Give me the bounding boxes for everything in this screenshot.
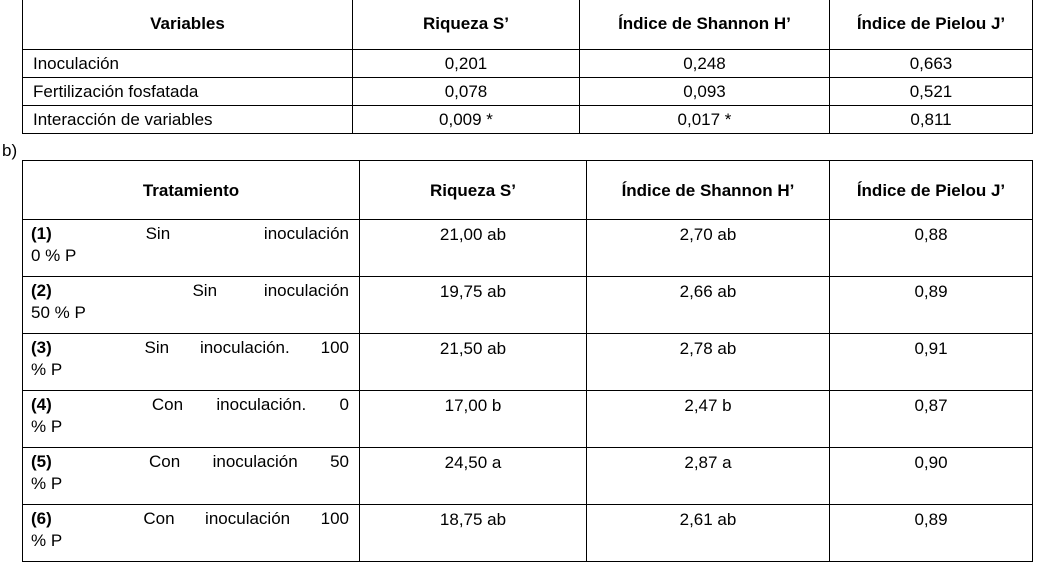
table-b-header-riqueza: Riqueza S’ xyxy=(360,161,587,220)
table-a-cell-variable: Inoculación xyxy=(23,50,353,78)
table-row xyxy=(23,505,1033,562)
table-b-header-row xyxy=(23,161,1033,220)
treatment-desc-line2: % P xyxy=(31,474,63,493)
treatment-number: (2) xyxy=(31,281,52,300)
table-b-cell-shannon: 2,47 b xyxy=(587,391,830,448)
table-a-header-shannon: Índice de Shannon H’ xyxy=(580,0,830,50)
table-b-header-shannon: Índice de Shannon H’ xyxy=(587,161,830,220)
table-b-cell-riqueza: 24,50 a xyxy=(360,448,587,505)
table-b-cell-pielou: 0,89 xyxy=(830,277,1033,334)
table-b-header-pielou: Índice de Pielou J’ xyxy=(830,161,1033,220)
table-a-cell-variable: Fertilización fosfatada xyxy=(23,78,353,106)
table-a-header-riqueza: Riqueza S’ xyxy=(353,0,580,50)
table-a-cell-shannon: 0,093 xyxy=(580,78,830,106)
table-a-cell-riqueza: 0,009 * xyxy=(353,106,580,134)
treatment-desc: Con inoculación 100 xyxy=(143,509,349,528)
table-row xyxy=(23,448,1033,505)
table-b-header-tratamiento: Tratamiento xyxy=(23,161,360,220)
table-a-cell-riqueza: 0,078 xyxy=(353,78,580,106)
treatment-desc: Sin inoculación. 100 xyxy=(144,338,349,357)
table-row xyxy=(23,106,1033,134)
treatment-number: (6) xyxy=(31,509,52,528)
table-b-cell-shannon: 2,78 ab xyxy=(587,334,830,391)
table-b-cell-pielou: 0,89 xyxy=(830,505,1033,562)
table-row xyxy=(23,334,1033,391)
table-a-header-row xyxy=(23,0,1033,50)
anova-significance-table xyxy=(22,0,1033,134)
treatment-desc-line2: 0 % P xyxy=(31,246,77,265)
table-b-cell-pielou: 0,87 xyxy=(830,391,1033,448)
treatment-desc-line2: % P xyxy=(31,360,63,379)
table-b-cell-tratamiento xyxy=(23,505,360,562)
treatments-means-table xyxy=(22,160,1033,562)
treatment-number: (3) xyxy=(31,338,52,357)
table-a-cell-pielou: 0,811 xyxy=(830,106,1033,134)
table-b-cell-shannon: 2,66 ab xyxy=(587,277,830,334)
table-a-cell-riqueza: 0,201 xyxy=(353,50,580,78)
table-a-header-variables: Variables xyxy=(23,0,353,50)
table-b-cell-tratamiento xyxy=(23,220,360,277)
table-b-cell-tratamiento xyxy=(23,277,360,334)
table-b-cell-tratamiento xyxy=(23,448,360,505)
table-b-cell-shannon: 2,87 a xyxy=(587,448,830,505)
treatment-desc: Sin inoculación xyxy=(192,281,349,300)
table-b-cell-riqueza: 18,75 ab xyxy=(360,505,587,562)
treatment-desc-line2: % P xyxy=(31,417,63,436)
table-row xyxy=(23,78,1033,106)
table-row xyxy=(23,391,1033,448)
table-b-cell-tratamiento xyxy=(23,391,360,448)
table-b-cell-riqueza: 19,75 ab xyxy=(360,277,587,334)
table-b-cell-pielou: 0,91 xyxy=(830,334,1033,391)
treatment-desc: Con inoculación. 0 xyxy=(151,395,349,414)
table-a-header-pielou: Índice de Pielou J’ xyxy=(830,0,1033,50)
treatment-desc: Sin inoculación xyxy=(145,224,349,243)
table-a-cell-shannon: 0,248 xyxy=(580,50,830,78)
table-b-cell-pielou: 0,90 xyxy=(830,448,1033,505)
treatment-number: (5) xyxy=(31,452,52,471)
table-b-cell-shannon: 2,70 ab xyxy=(587,220,830,277)
table-b-cell-riqueza: 17,00 b xyxy=(360,391,587,448)
section-label-b: b) xyxy=(2,141,18,160)
table-a-cell-pielou: 0,521 xyxy=(830,78,1033,106)
table-row xyxy=(23,277,1033,334)
table-a-cell-shannon: 0,017 * xyxy=(580,106,830,134)
treatment-desc: Con inoculación 50 xyxy=(149,452,349,471)
table-row xyxy=(23,220,1033,277)
table-b-cell-shannon: 2,61 ab xyxy=(587,505,830,562)
treatment-desc-line2: % P xyxy=(31,531,63,550)
table-b-cell-pielou: 0,88 xyxy=(830,220,1033,277)
treatment-number: (4) xyxy=(31,395,52,414)
table-a-cell-variable: Interacción de variables xyxy=(23,106,353,134)
table-b-cell-riqueza: 21,00 ab xyxy=(360,220,587,277)
table-row xyxy=(23,50,1033,78)
table-b-cell-riqueza: 21,50 ab xyxy=(360,334,587,391)
table-a-cell-pielou: 0,663 xyxy=(830,50,1033,78)
table-b-cell-tratamiento xyxy=(23,334,360,391)
treatment-number: (1) xyxy=(31,224,52,243)
treatment-desc-line2: 50 % P xyxy=(31,303,86,322)
